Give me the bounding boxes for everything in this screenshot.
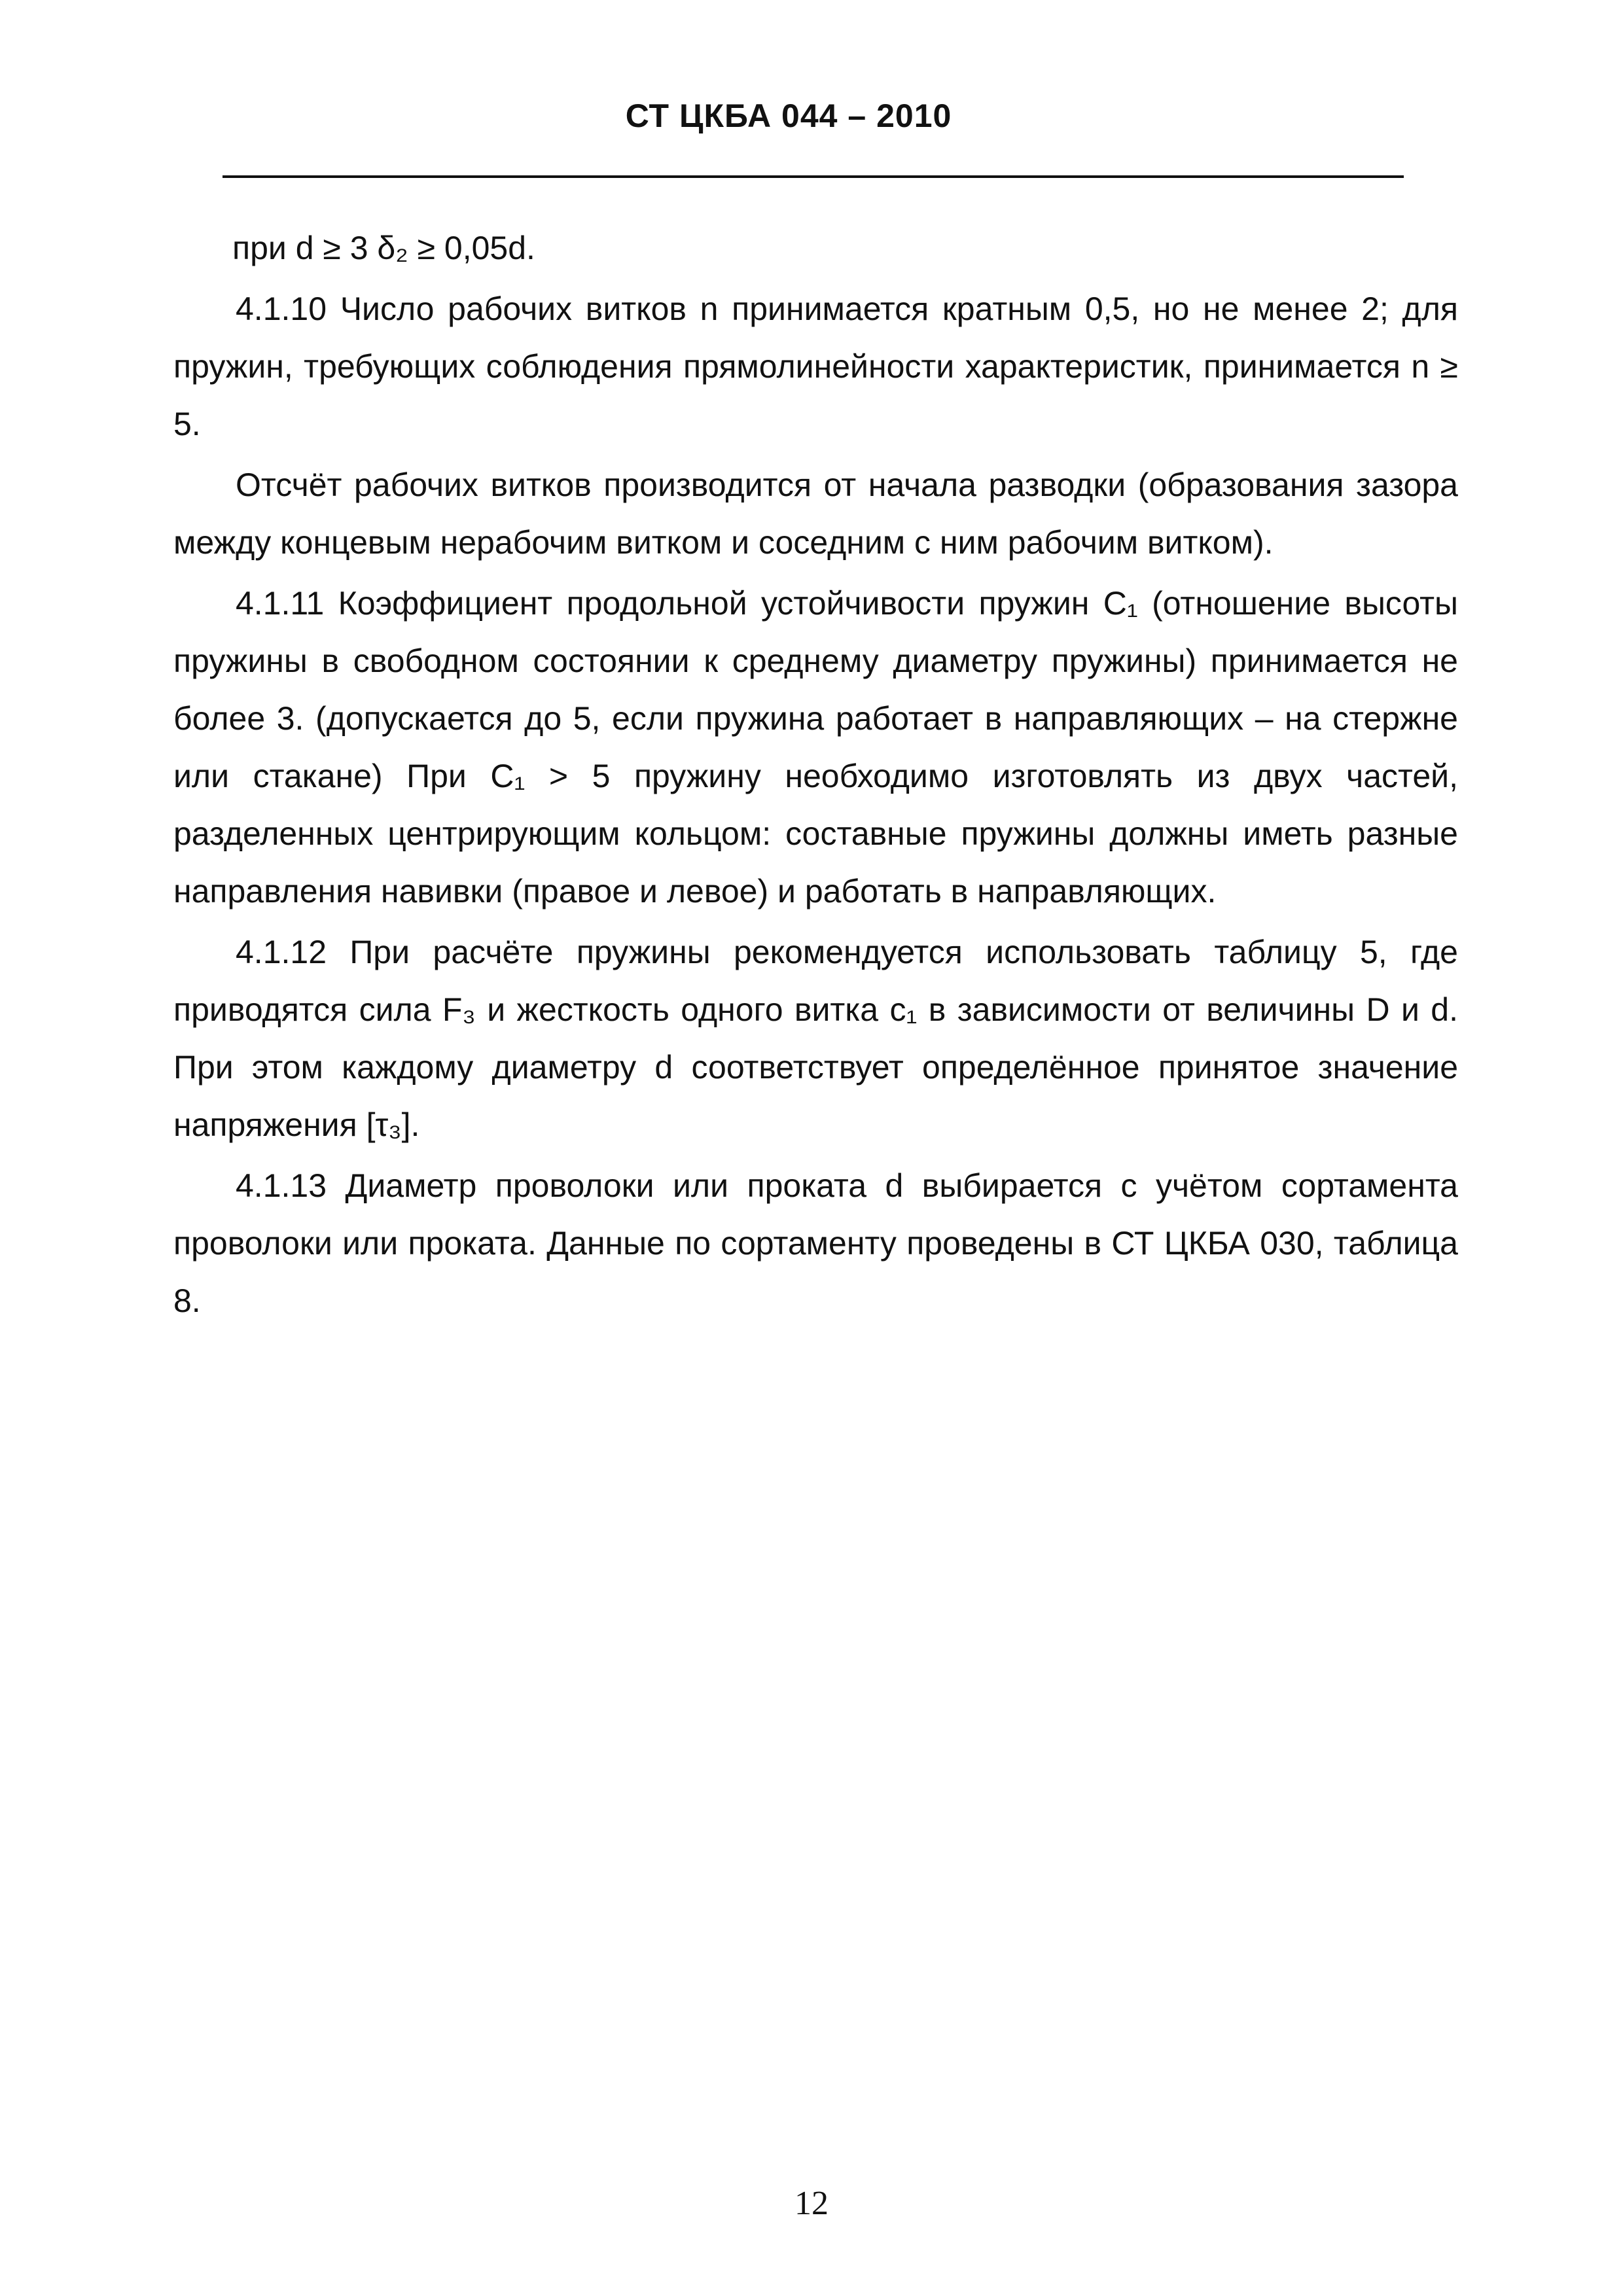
paragraph-4-1-11: 4.1.11 Коэффициент продольной устойчивости пружин C₁ (отношение высоты пружины в свободном состоянии к среднему диаметру пружины) принимается не более 3. (допускается до 5, если пружина работает в направляющих – на стержне или стакане) При C₁ > 5 пружину необходимо изготовлять из двух частей, разделенных центрирующим кольцом: составные пружины должны иметь разные направления навивки (правое и левое) и работать в направляющих. [173,585,1458,910]
document-header: СТ ЦКБА 044 – 2010 [625,97,952,134]
paragraph-counting-note: Отсчёт рабочих витков производится от начала разводки (образования зазора между концевым нерабочим витком и соседним с ним рабочим витком). [173,467,1458,561]
page-number: 12 [794,2185,829,2222]
paragraph-4-1-13: 4.1.13 Диаметр проволоки или проката d выбирается с учётом сортамента проволоки или проката. Данные по сортаменту проведены в СТ ЦКБА 030, таблица 8. [173,1167,1458,1319]
formula-line: при d ≥ 3 δ₂ ≥ 0,05d. [232,230,535,266]
paragraph-4-1-12: 4.1.12 При расчёте пружины рекомендуется использовать таблицу 5, где приводятся сила F₃ и жесткость одного витка c₁ в зависимости от величины D и d. При этом каждому диаметру d соответствует определённое принятое значение напряжения [τ₃]. [173,934,1458,1143]
paragraph-4-1-10: 4.1.10 Число рабочих витков n принимается кратным 0,5, но не менее 2; для пружин, требующих соблюдения прямолинейности характеристик, принимается n ≥ 5. [173,291,1458,442]
document-body [173,219,1458,1333]
header-rule [223,175,1404,178]
